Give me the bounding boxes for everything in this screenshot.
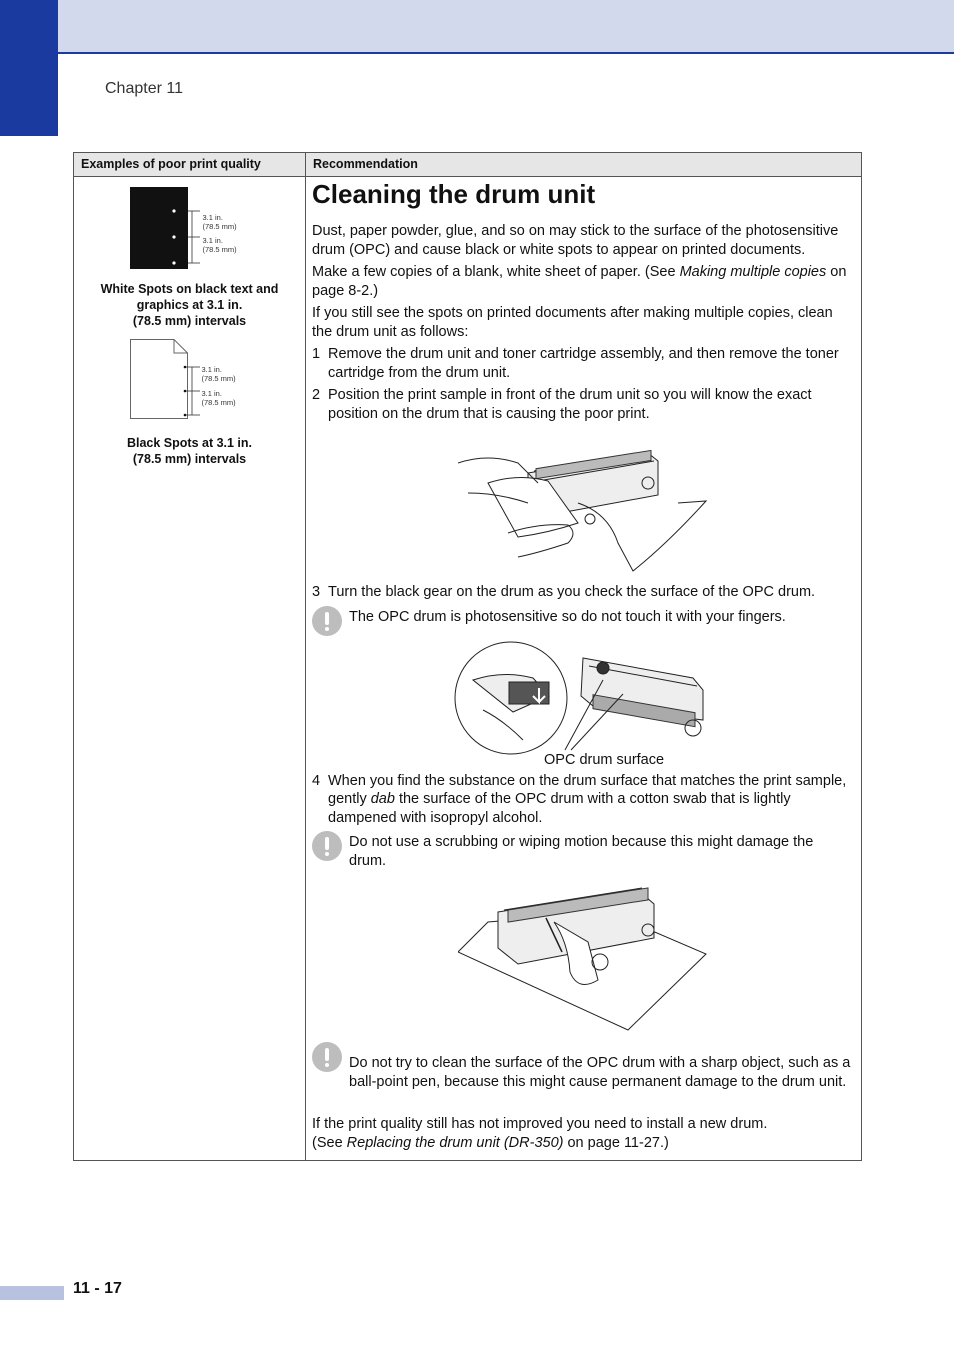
copies-paragraph: Make a few copies of a blank, white sheet of paper. (See Making multiple copies on page 8-2.) — [312, 264, 847, 299]
making-copies-link[interactable]: Making multiple copies — [679, 264, 827, 280]
clean-paragraph: If you still see the spots on printed documents after making multiple copies, clean the drum unit as follows: — [312, 305, 833, 340]
white-spots-sample — [130, 187, 250, 271]
drum-with-sample-illustration — [458, 433, 708, 573]
step-4: 4 When you find the substance on the drum surface that matches the print sample, gently dab the surface of the OPC drum with a cotton swab that is lightly dampened with isopropyl alcohol. — [312, 772, 847, 826]
footer-bar — [0, 1286, 64, 1300]
measure-label: 3.1 in. (78.5 mm) — [202, 213, 237, 231]
black-spots-sample — [130, 339, 250, 421]
step-3: 3 Turn the black gear on the drum as you check the surface of the OPC drum. — [312, 584, 816, 600]
step-1: 1 Remove the drum unit and toner cartridge assembly, and then remove the toner cartridge from the drum unit. — [312, 346, 839, 381]
cotton-swab-cleaning-illustration — [458, 882, 708, 1032]
measure-label: 3.1 in. (78.5 mm) — [202, 236, 237, 254]
col-header-examples: Examples of poor print quality — [74, 153, 306, 177]
caution-note-1: The OPC drum is photosensitive so do not touch it with your fingers. — [312, 606, 854, 636]
chapter-label: Chapter 11 — [105, 80, 183, 97]
recommendation-cell — [306, 177, 862, 1161]
opc-drum-check-illustration — [453, 640, 713, 760]
section-title: Cleaning the drum unit — [312, 179, 596, 209]
intro-paragraph: Dust, paper powder, glue, and so on may stick to the surface of the photosensitive drum (OPC) and cause black or white spots to appear on printed documents. — [312, 223, 839, 258]
black-spots-caption: Black Spots at 3.1 in. (78.5 mm) intervals — [126, 436, 253, 466]
final-paragraph: If the print quality still has not improved you need to install a new drum. (See Replacing the drum unit (DR-350) on page 11-27.) — [312, 1116, 768, 1151]
print-quality-table — [73, 152, 862, 1161]
caution-icon — [312, 1042, 342, 1072]
page-number: 11 - 17 — [73, 1280, 122, 1297]
col-header-recommendation: Recommendation — [306, 153, 862, 177]
chapter-tab — [0, 0, 58, 136]
caution-icon — [312, 831, 342, 861]
step-2: 2 Position the print sample in front of the drum unit so you will know the exact position on the drum that is causing the poor print. — [312, 387, 812, 422]
white-page-image — [130, 339, 202, 421]
caution-icon — [312, 606, 342, 636]
black-page-image — [130, 187, 202, 271]
measure-label: 3.1 in. (78.5 mm) — [201, 389, 236, 407]
caution-note-3: Do not try to clean the surface of the OPC drum with a sharp object, such as a ball-point pen, because this might cause permanent damage to the drum unit. — [312, 1042, 854, 1091]
examples-cell — [74, 177, 306, 1161]
measure-label: 3.1 in. (78.5 mm) — [201, 365, 236, 383]
replacing-drum-link[interactable]: Replacing the drum unit (DR-350) — [346, 1134, 564, 1151]
header-band — [58, 0, 954, 54]
white-spots-caption: White Spots on black text and graphics at 3.1 in. (78.5 mm) intervals — [100, 282, 279, 328]
caution-note-2: Do not use a scrubbing or wiping motion because this might damage the drum. — [312, 831, 854, 870]
opc-drum-surface-label: OPC drum surface — [544, 751, 665, 768]
